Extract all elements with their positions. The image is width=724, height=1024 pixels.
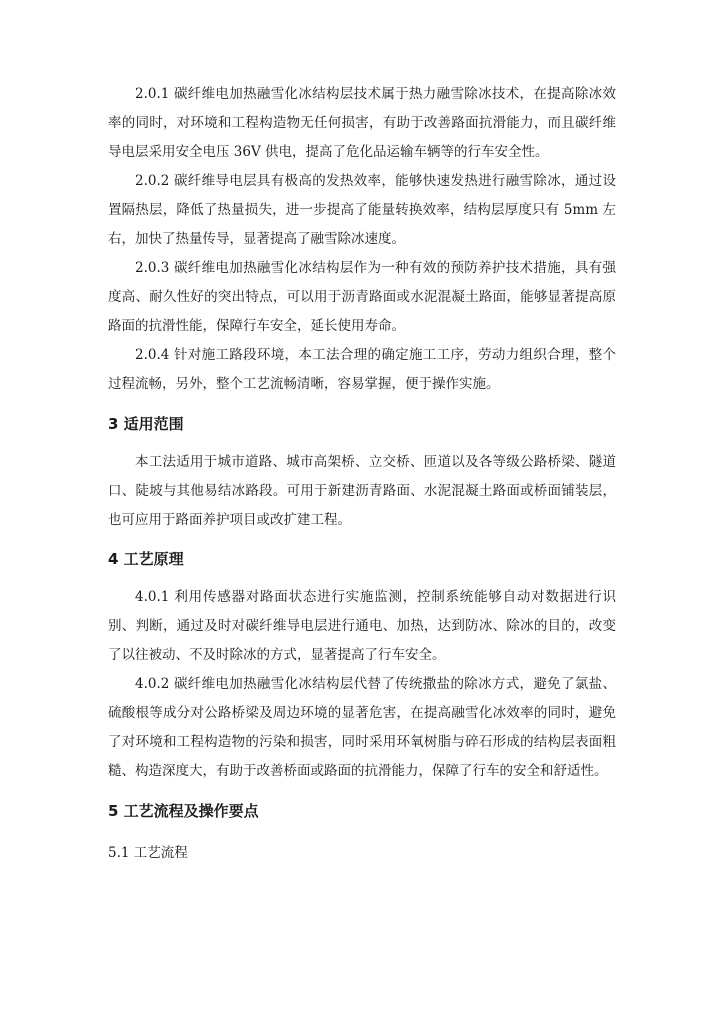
section-heading-scope: 3 适用范围 xyxy=(108,415,184,433)
paragraph-2-0-1: 2.0.1 碳纤维电加热融雪化冰结构层技术属于热力融雪除冰技术，在提高除冰效率的同时，对环境和工程构造物无任何损害，有助于改善路面抗滑能力，而且碳纤维导电层采用安全电压 36V 供电，提高了危化品运输车辆等的行车安全性。 xyxy=(108,86,616,160)
paragraph-4-0-1: 4.0.1 利用传感器对路面状态进行实施监测，控制系统能够自动对数据进行识别、判断，通过及时对碳纤维导电层进行通电、加热，达到防冰、除冰的目的，改变了以往被动、不及时除冰的方式，显著提高了行车安全。 xyxy=(108,589,616,663)
paragraph-2-0-2: 2.0.2 碳纤维导电层具有极高的发热效率，能够快速发热进行融雪除冰，通过设置隔热层，降低了热量损失，进一步提高了能量转换效率，结构层厚度只有 5mm 左右，加快了热量传导，显著提高了融雪除冰速度。 xyxy=(108,173,616,247)
paragraph-4-0-2: 4.0.2 碳纤维电加热融雪化冰结构层代替了传统撒盐的除冰方式，避免了氯盐、硫酸根等成分对公路桥梁及周边环境的显著危害，在提高融雪化冰效率的同时，避免了对环境和工程构造物的污染和损害，同时采用环氧树脂与碎石形成的结构层表面粗糙、构造深度大，有助于改善桥面或路面的抗滑能力，保障了行车的安全和舒适性。 xyxy=(108,676,616,779)
document-page xyxy=(108,80,616,864)
paragraph-2-0-3: 2.0.3 碳纤维电加热融雪化冰结构层作为一种有效的预防养护技术措施，具有强度高、耐久性好的突出特点，可以用于沥青路面或水泥混凝土路面，能够显著提高原路面的抗滑性能，保障行车安全，延长使用寿命。 xyxy=(108,260,616,334)
paragraph-scope: 本工法适用于城市道路、城市高架桥、立交桥、匝道以及各等级公路桥梁、隧道口、陡坡与其他易结冰路段。可用于新建沥青路面、水泥混凝土路面或桥面铺装层，也可应用于路面养护项目或改扩建工程。 xyxy=(108,454,616,528)
subsection-heading-process-flow: 5.1 工艺流程 xyxy=(108,845,188,861)
section-heading-principle: 4 工艺原理 xyxy=(108,550,184,568)
paragraph-2-0-4: 2.0.4 针对施工路段环境，本工法合理的确定施工工序，劳动力组织合理，整个过程流畅，另外，整个工艺流畅清晰，容易掌握，便于操作实施。 xyxy=(108,347,616,392)
section-heading-process: 5 工艺流程及操作要点 xyxy=(108,802,259,820)
